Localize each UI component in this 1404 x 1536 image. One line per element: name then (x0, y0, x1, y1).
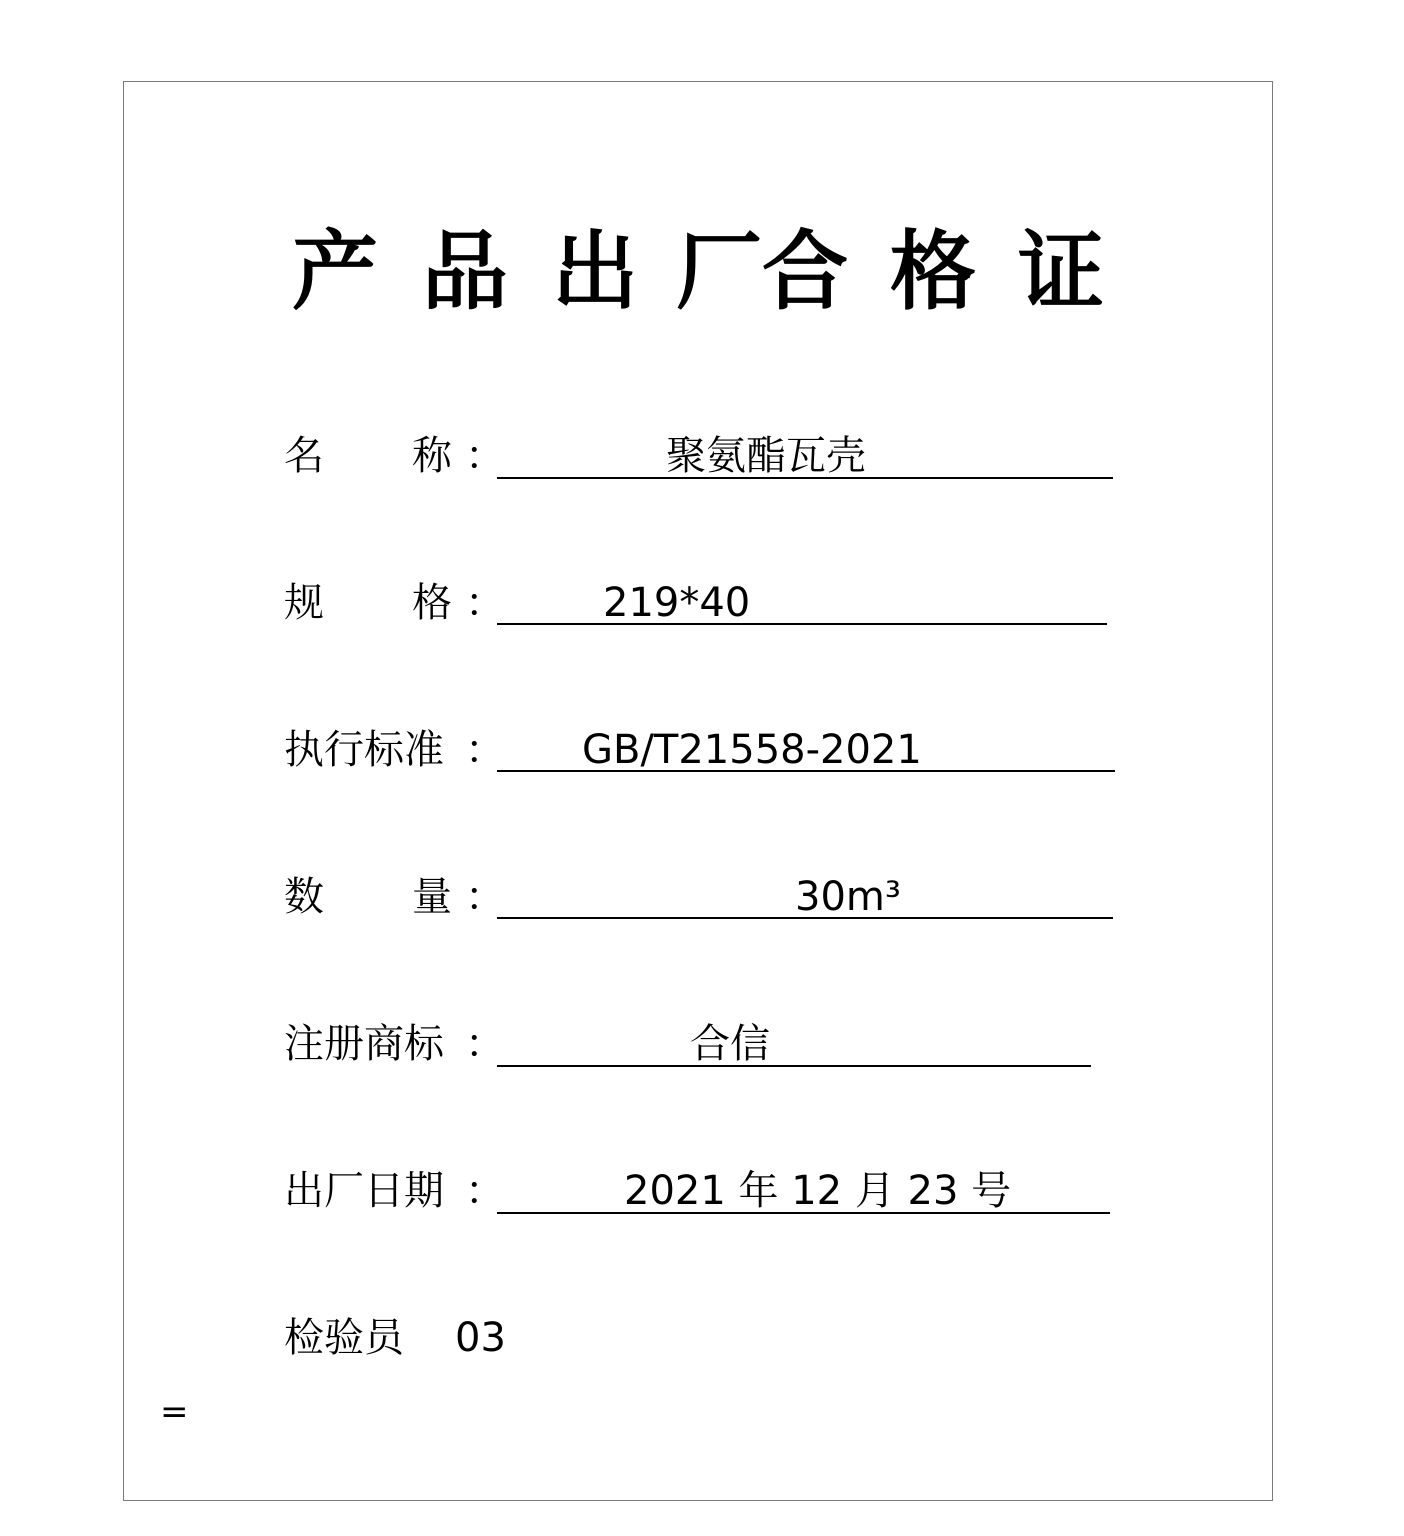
field-label-standard: 执行标准 (284, 727, 444, 773)
field-underline-spec (497, 623, 1107, 625)
field-underline-trademark (497, 1065, 1091, 1067)
field-label-quantity-char-2: 量 (412, 874, 452, 920)
field-label-spec-char-2: 格 (412, 580, 452, 626)
inspector-label: 检验员 (284, 1315, 404, 1361)
field-colon-standard: ： (465, 727, 505, 773)
field-colon-quantity: ： (465, 874, 505, 920)
title-char-6: 格 (890, 222, 976, 322)
field-value-trademark: 合信 (690, 1021, 770, 1067)
field-colon-trademark: ： (465, 1021, 505, 1067)
title-char-7: 证 (1018, 222, 1104, 322)
field-label-spec-char-1: 规 (284, 580, 324, 626)
field-colon-name: ： (465, 433, 505, 479)
field-value-spec: 219*40 (603, 580, 751, 626)
title-char-2: 品 (422, 222, 508, 322)
inspector-value: 03 (455, 1315, 506, 1361)
field-value-name: 聚氨酯瓦壳 (666, 433, 866, 479)
field-label-date: 出厂日期 (284, 1168, 444, 1214)
title-char-5: 合 (762, 222, 848, 322)
field-value-date: 2021 年 12 月 23 号 (624, 1168, 1012, 1214)
field-label-name-char-2: 称 (412, 433, 452, 479)
field-value-quantity: 30m³ (795, 874, 901, 920)
title-char-4: 厂 (676, 222, 762, 322)
stray-equals-mark: = (160, 1392, 189, 1432)
title-char-1: 产 (292, 222, 378, 322)
field-colon-date: ： (465, 1168, 505, 1214)
field-value-standard: GB/T21558-2021 (582, 727, 922, 773)
field-label-quantity-char-1: 数 (284, 874, 324, 920)
field-label-trademark: 注册商标 (284, 1021, 444, 1067)
title-char-3: 出 (552, 222, 638, 322)
field-label-name-char-1: 名 (284, 433, 324, 479)
field-colon-spec: ： (465, 580, 505, 626)
